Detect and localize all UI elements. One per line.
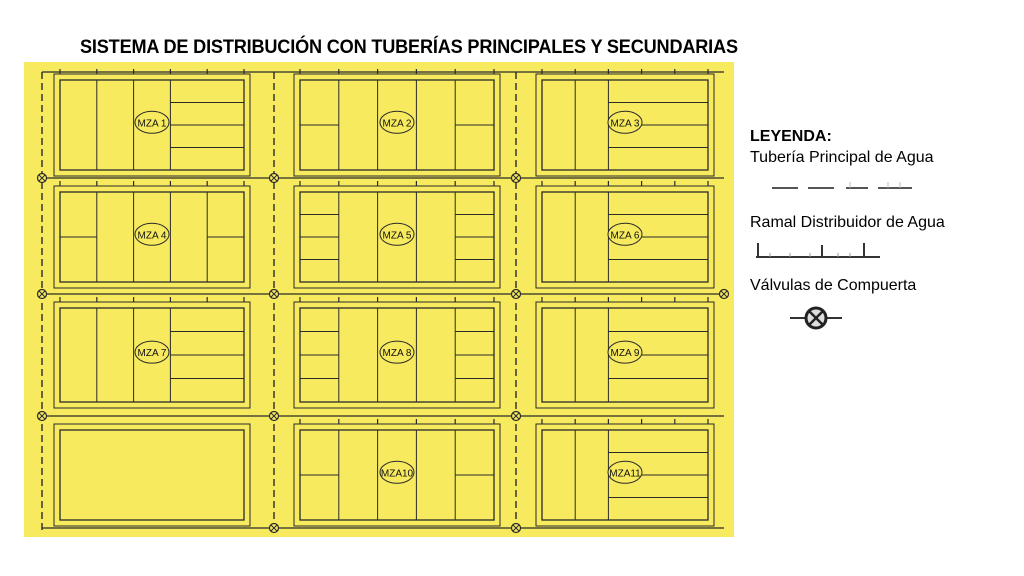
page-title: SISTEMA DE DISTRIBUCIÓN CON TUBERÍAS PRINCIPALES Y SECUNDARIAS — [80, 36, 738, 58]
gate-valve-icon — [270, 524, 279, 533]
gate-valve-icon — [750, 296, 990, 340]
gate-valve-icon — [720, 290, 729, 299]
block-label: MZA 1 — [137, 118, 167, 130]
block-label: MZA 4 — [137, 230, 167, 242]
legend-label-gate-valve: Válvulas de Compuerta — [750, 277, 917, 294]
block-label: MZA11 — [609, 468, 641, 480]
gate-valve-icon — [38, 412, 47, 421]
gate-valve-icon — [270, 290, 279, 299]
gate-valve-icon — [512, 412, 521, 421]
block-label: MZA 6 — [610, 230, 640, 242]
main-pipe-symbol — [750, 168, 990, 208]
gate-valve-icon — [38, 290, 47, 299]
gate-valve-icon — [270, 412, 279, 421]
legend-label-main-pipe: Tubería Principal de Agua — [750, 149, 934, 166]
gate-valve-icon — [270, 174, 279, 183]
branch-pipe-symbol — [750, 233, 990, 267]
block-label: MZA 8 — [382, 348, 412, 360]
gate-valve-icon — [512, 524, 521, 533]
block-label: MZA 5 — [382, 230, 412, 242]
gate-valve-icon — [512, 174, 521, 183]
legend — [750, 126, 990, 340]
distribution-map — [24, 62, 734, 537]
block-label: MZA 3 — [610, 118, 640, 130]
block-label: MZA10 — [380, 468, 414, 480]
legend-label-branch-pipe: Ramal Distribuidor de Agua — [750, 214, 945, 231]
gate-valve-icon — [38, 174, 47, 183]
gate-valve-icon — [512, 290, 521, 299]
block-label: MZA 9 — [610, 348, 640, 360]
block-label: MZA 2 — [382, 118, 412, 130]
block-label: MZA 7 — [137, 348, 167, 360]
legend-heading: LEYENDA: — [750, 128, 832, 145]
